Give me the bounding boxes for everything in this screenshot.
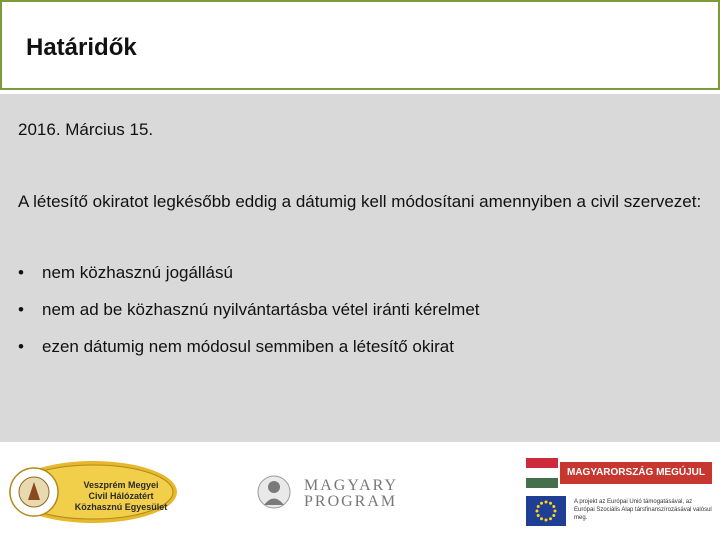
bullet-item xyxy=(18,328,480,365)
eu-flag-icon xyxy=(526,496,566,526)
title-box xyxy=(0,0,720,90)
magyary-program-logo xyxy=(256,472,399,516)
bullet-text: nem ad be közhasznú nyilvántartásba vétel iránti kérelmet xyxy=(42,300,480,319)
intro-paragraph: A létesítő okiratot legkésőbb eddig a dátumig kell módosítani amennyiben a civil szervezet: xyxy=(18,192,702,211)
magyary-portrait-icon xyxy=(256,472,296,512)
bullet-text: nem közhasznú jogállású xyxy=(42,263,233,282)
bullet-item xyxy=(18,254,480,291)
veszprem-civil-logo xyxy=(8,460,178,524)
eu-funding-text: A projekt az Európai Unió támogatásával, az Európai Szociális Alap társfinanszírozásával valósul meg. xyxy=(574,499,712,521)
bullet-text: ezen dátumig nem módosul semmiben a létesítő okirat xyxy=(42,337,454,356)
date-text: 2016. Március 15. xyxy=(18,120,154,139)
bullet-dot: • xyxy=(18,337,24,356)
slide-title: Határidők xyxy=(26,34,137,61)
bullet-dot: • xyxy=(18,300,24,319)
uszt-eu-logo xyxy=(526,458,712,532)
hungary-flag-icon xyxy=(526,458,558,488)
content-panel xyxy=(0,94,720,442)
magyary-logo-text: MAGYARY PROGRAM xyxy=(304,477,399,510)
bullet-item xyxy=(18,291,480,328)
megujul-banner: MAGYARORSZÁG MEGÚJUL xyxy=(560,462,712,484)
bullet-dot: • xyxy=(18,263,24,282)
bullet-list xyxy=(18,254,480,365)
veszprem-logo-text: Veszprém Megyei Civil Hálózatért Közhasznú Egyesület xyxy=(74,480,168,512)
footer-logos xyxy=(0,442,720,540)
